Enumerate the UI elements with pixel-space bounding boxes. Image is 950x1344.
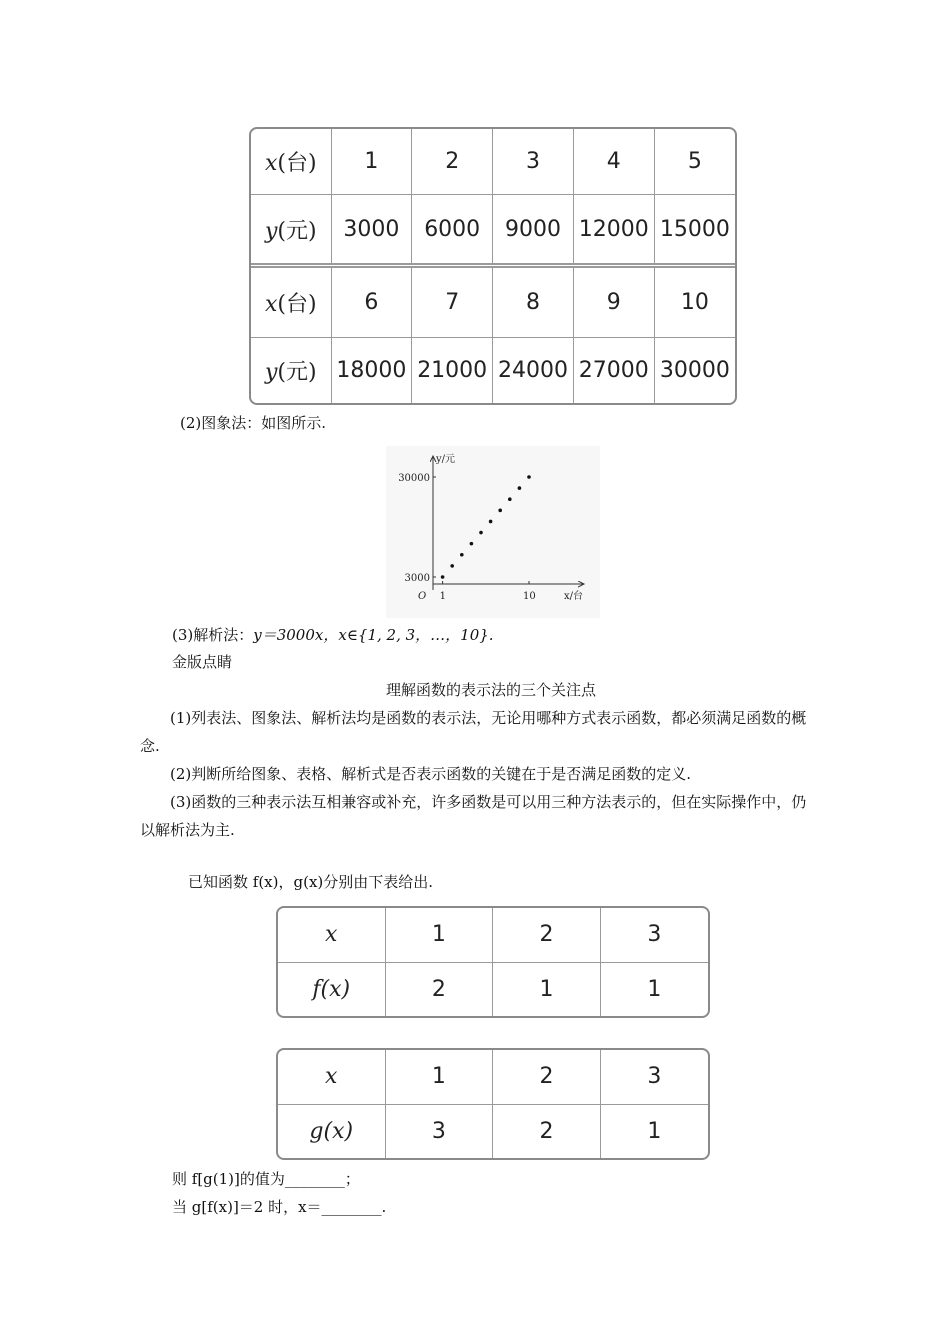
table-cell: 6000 <box>412 195 493 266</box>
row-header <box>251 337 331 403</box>
table-row <box>251 337 735 403</box>
row-header <box>251 266 331 337</box>
sales-table <box>249 127 737 405</box>
table-cell: 30000 <box>654 337 735 403</box>
table-cell: 3 <box>600 908 708 962</box>
data-point <box>527 475 531 479</box>
table-cell: 1 <box>385 908 493 962</box>
data-point <box>441 575 445 579</box>
table-cell: 9000 <box>493 195 574 266</box>
table-row <box>251 195 735 266</box>
table-cell: 10 <box>654 266 735 337</box>
table-cell: 9 <box>573 266 654 337</box>
analytic-prefix: (3)解析法： <box>172 626 254 644</box>
table-row <box>278 908 708 962</box>
table-cell: 2 <box>493 1050 601 1104</box>
table-cell: 1 <box>600 1104 708 1158</box>
row-header: x <box>278 908 385 962</box>
row-header <box>251 195 331 266</box>
table-cell: 8 <box>493 266 574 337</box>
analytic-formula: y＝3000x，x∈{1, 2, 3，…，10}. <box>253 626 494 644</box>
row-header: x <box>278 1050 385 1104</box>
scatter-chart <box>386 446 600 618</box>
row-header-unit: (台) <box>277 292 317 318</box>
table-cell: 27000 <box>573 337 654 403</box>
table-cell: 1 <box>493 962 601 1016</box>
y-tick-label: 3000 <box>404 573 430 584</box>
table-row <box>278 962 708 1016</box>
data-point <box>470 542 474 546</box>
table-cell: 21000 <box>412 337 493 403</box>
row-header-unit: (台) <box>277 151 317 177</box>
row-header <box>251 129 331 195</box>
section-heading: 理解函数的表示法的三个关注点 <box>385 681 596 699</box>
point-3: (3)函数的三种表示法互相兼容或补充，许多函数是可以用三种方法表示的，但在实际操作中，仍以解析法为主. <box>140 793 807 839</box>
table-cell: 1 <box>385 1050 493 1104</box>
question-2: 当 g[f(x)]＝2 时，x＝________. <box>172 1198 387 1216</box>
row-header-var: y <box>264 359 278 385</box>
table-cell: 3 <box>385 1104 493 1158</box>
table-row <box>251 266 735 337</box>
y-tick-label: 30000 <box>398 473 430 484</box>
analytic-method-line <box>172 625 494 645</box>
table-cell: 4 <box>573 129 654 195</box>
graph-method-caption: (2)图象法：如图所示. <box>180 414 327 432</box>
row-header-unit: (元) <box>277 359 317 385</box>
table-cell: 1 <box>331 129 412 195</box>
table-cell: 7 <box>412 266 493 337</box>
data-point <box>460 553 464 557</box>
table-cell: 2 <box>493 1104 601 1158</box>
data-point <box>518 486 522 490</box>
table-cell: 3000 <box>331 195 412 266</box>
row-header-var: y <box>264 218 278 244</box>
tip-title: 金版点睛 <box>172 653 233 671</box>
row-header: g(x) <box>278 1104 385 1158</box>
row-header-unit: (元) <box>277 218 317 244</box>
row-header-var: x <box>264 151 278 177</box>
table-cell: 2 <box>412 129 493 195</box>
x-tick-label: 1 <box>439 591 446 602</box>
table-cell: 12000 <box>573 195 654 266</box>
data-point <box>489 520 493 524</box>
y-axis-label: y/元 <box>436 454 456 465</box>
data-point <box>508 497 512 501</box>
table-row <box>251 129 735 195</box>
data-point <box>498 509 502 513</box>
g-table <box>276 1048 710 1160</box>
question-1: 则 f[g(1)]的值为________； <box>172 1170 360 1188</box>
f-table <box>276 906 710 1018</box>
data-point <box>450 564 454 568</box>
table-cell: 3 <box>600 1050 708 1104</box>
table-cell: 6 <box>331 266 412 337</box>
x-tick-label: 10 <box>523 591 536 602</box>
table-cell: 15000 <box>654 195 735 266</box>
table-cell: 2 <box>385 962 493 1016</box>
row-header: f(x) <box>278 962 385 1016</box>
point-1: (1)列表法、图象法、解析法均是函数的表示法，无论用哪种方式表示函数，都必须满足函数的概念. <box>140 709 807 755</box>
table-row <box>278 1104 708 1158</box>
point-2: (2)判断所给图象、表格、解析式是否表示函数的关键在于是否满足函数的定义. <box>170 765 692 783</box>
x-axis-label: x/台 <box>564 591 584 602</box>
table-cell: 1 <box>600 962 708 1016</box>
problem-intro: 已知函数 f(x)，g(x)分别由下表给出. <box>188 873 434 891</box>
origin-label: O <box>418 591 427 602</box>
table-cell: 2 <box>493 908 601 962</box>
table-cell: 3 <box>493 129 574 195</box>
data-point <box>479 531 483 535</box>
table-row <box>278 1050 708 1104</box>
table-cell: 5 <box>654 129 735 195</box>
table-cell: 24000 <box>493 337 574 403</box>
row-header-var: x <box>264 292 278 318</box>
table-cell: 18000 <box>331 337 412 403</box>
